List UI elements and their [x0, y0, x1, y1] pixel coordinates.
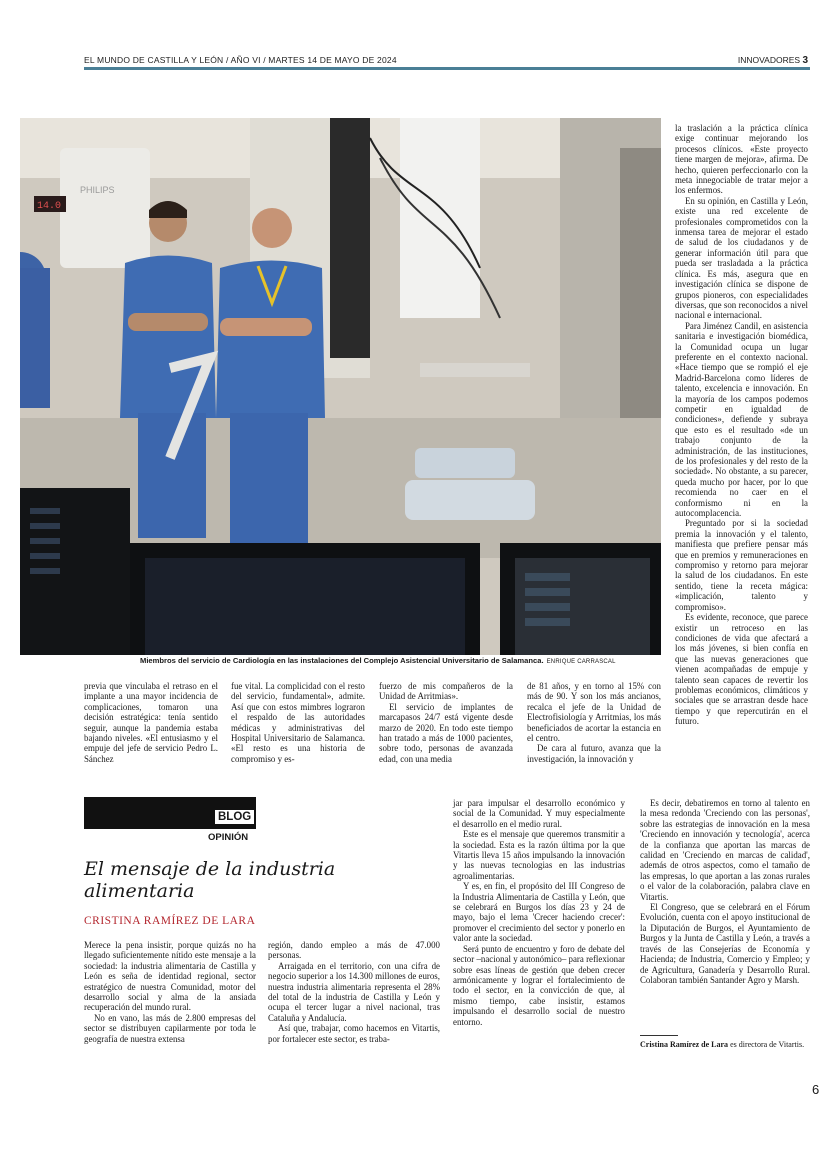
signature-rule — [640, 1035, 678, 1036]
article-bottom-col-4 — [527, 681, 661, 764]
article-paragraph: Preguntado por si la sociedad premia la innovación y el talento, manifiesta que prefiere pensar más que en premios y remuneraciones en compromiso y retorno para mejorar la salud de los ciudadanos. En este sentido, tiene la receta mágica: «implicación, talento y compromiso». — [675, 518, 808, 612]
article-paragraph: De cara al futuro, avanza que la investigación, la innovación y — [527, 743, 661, 764]
opinion-signature — [640, 1040, 810, 1050]
opinion-title: El mensaje de la industria alimentaria — [84, 858, 336, 902]
signature-rest: es directora de Vitartis. — [730, 1040, 805, 1049]
article-bottom-col-3 — [379, 681, 513, 764]
article-paragraph: fuerzo de mis compañeros de la Unidad de Arritmias». — [379, 681, 513, 702]
opinion-paragraph: jar para impulsar el desarrollo económico y social de la Comunidad. Y muy especialmente el desarrollo en el medio rural. — [453, 798, 625, 829]
opinion-paragraph: Merece la pena insistir, porque quizás no ha llegado suficientemente nítido este mensaje a la sociedad: la industria alimentaria de Castilla y León es seña de identidad regional, sector estratégico de nuestra Comunidad, motor del desarrollo social y alma de la ansiada recuperación del mundo rural. — [84, 940, 256, 1013]
section-name: INNOVADORES — [737, 55, 801, 65]
article-bottom-col-2 — [231, 681, 365, 764]
article-paragraph: En su opinión, en Castilla y León, existe una red excelente de profesionales comprometidos con la inmensa tarea de mejorar el estado de salud de los ciudadanos y de generar información útil para que pueda ser trasladada a la práctica clínica. Es más, asegura que en investigación clínica se dispone de grupos pioneros, con especialidades diversas, que son reconocidos a nivel nacional e internacional. — [675, 195, 808, 321]
opinion-col-4 — [640, 798, 810, 985]
article-paragraph: Para Jiménez Candil, en asistencia sanitaria e investigación biomédica, la Comunidad ocupa un lugar preferente en el contexto nacional. «Hace tiempo que se rompió el eje Madrid-Barcelona como líderes de talento, excelencia e innovación. En la mayoría de los campos podemos competir en igualdad de condiciones», defiende y subraya que esto es el resultado «de un trabajo conjunto de la administración, de las instituciones, de los profesionales y del resto de la sociedad». No obstante, a su parecer, queda mucho por hacer, por lo que recomienda no caer en el conformismo ni en la autocomplacencia. — [675, 320, 808, 519]
opinion-paragraph: Así que, trabajar, como hacemos en Vitartis, por fortalecer este sector, es traba- — [268, 1023, 440, 1044]
philips-brand: PHILIPS — [80, 185, 115, 195]
opinion-label: OPINIÓN — [208, 832, 249, 843]
opinion-col-1 — [84, 940, 256, 1044]
opinion-col-3 — [453, 798, 625, 1027]
article-paragraph: El servicio de implantes de marcapasos 24/7 está vigente desde marzo de 2020. En todo este tiempo han tratado a más de 1000 pacientes, sobre todo, personas de avanzada edad, con una media — [379, 701, 513, 764]
signature-name: Cristina Ramírez de Lara — [640, 1040, 729, 1049]
article-bottom-col-1 — [84, 681, 218, 764]
running-header: EL MUNDO DE CASTILLA Y LEÓN / AÑO VI / MARTES 14 DE MAYO DE 2024 — [84, 55, 397, 65]
page-number: 6 — [812, 1082, 820, 1097]
opinion-author: CRISTINA RAMÍREZ DE LARA — [84, 915, 256, 927]
cardiology-photo — [20, 118, 661, 655]
opinion-paragraph: Arraigada en el territorio, con una cifra de negocio superior a los 14.300 millones de euros, nuestra industria alimentaria representa el 28% del total de la industria de Castilla y León y ocupa el tercer lugar a nivel nacional, tras Cataluña y Andalucía. — [268, 960, 440, 1023]
opinion-paragraph: Este es el mensaje que queremos transmitir a la sociedad. Esta es la razón última por la que Vitartis lleva 15 años impulsando la innovación y las nuevas tecnologias en las industrias agroalimentarias. — [453, 829, 625, 881]
header-page-number: 3 — [802, 55, 808, 66]
article-paragraph: fue vital. La complicidad con el resto del servicio, fundamental», admite. Así que con estos mimbres lograron el respaldo de las autoridades médicas y administrativas del Hospital Universitario de Salamanca. «El resto es una historia de compromiso y es- — [231, 681, 365, 764]
blog-label: BLOG — [215, 810, 254, 824]
caption-text: Miembros del servicio de Cardiología en las instalaciones del Complejo Asistencial Universitario de Salamanca. — [140, 656, 544, 665]
opinion-paragraph: Y es, en fin, el propósito del III Congreso de la Industria Alimentaria de Castilla y León, que se celebrará en Burgos los días 23 y 24 de mayo, bajo el lema 'Crecer haciendo crecer': promover el crecimiento del sector y ponerlo en valor ante la sociedad. — [453, 881, 625, 944]
article-paragraph: previa que vinculaba el retraso en el implante a una mayor incidencia de complicaciones, tomaron una decisión estratégica: tenía sentido seguir, aunque la pandemia estaba bajando niveles. «El entusiasmo y el empuje del jefe de servicio Pedro L. Sánchez — [84, 681, 218, 764]
photo-illustration — [20, 118, 661, 655]
photo-caption — [140, 656, 665, 665]
article-paragraph: de 81 años, y en torno al 15% con más de 90. Y son los más ancianos, recalca el jefe de la Unidad de Electrofisiología y Arritmias, los más beneficiados de acortar la estancia en el centro. — [527, 681, 661, 744]
opinion-paragraph: región, dando empleo a más de 47.000 personas. — [268, 940, 440, 961]
section-header — [738, 55, 808, 66]
opinion-paragraph: El Congreso, que se celebrará en el Fórum Evolución, cuenta con el apoyo institucional de la Diputación de Burgos, el Ayuntamiento de Burgos y la Junta de Castilla y León, a través a través de las Consejerías de Economía y Hacienda; de Industria, Comercio y Empleo; y de Agricultura, Ganadería y Desarrollo Rural. Colaboran también Santander Agro y Marsh. — [640, 902, 810, 985]
photo-credit: ENRIQUE CARRASCAL — [546, 659, 616, 665]
article-paragraph: Es evidente, reconoce, que parece existir un retroceso en las condiciones de vida que afectará a los más jóvenes, si bien confía en que las nuevas generaciones que vienen acompañadas de empuje y talento sean capaces de revertir los problemas económicos, climáticos y sociales que se arrastran desde hace tiempo y que repercutirán en el futuro. — [675, 612, 808, 727]
article-right-column — [675, 123, 808, 727]
opinion-paragraph: Será punto de encuentro y foro de debate del sector –nacional y autonómico– para reflexionar sobre esas líneas de gestión que deben crecer armónicamente y lograr el fortalecimiento de todo el sector, en la convicción de que, al mismo tiempo, cabe insistir, estamos impulsando el desarrollo social de nuestro entorno. — [453, 943, 625, 1027]
monitor-readout: 14.0 — [37, 201, 62, 212]
header-rule — [84, 67, 810, 70]
opinion-col-2 — [268, 940, 440, 1044]
article-paragraph: la traslación a la práctica clínica exige continuar mejorando los procesos clínicos. «Este proyecto tiene margen de mejora», afirma. De hecho, quieren perfeccionarlo con la meta innegociable de tratar mejor a los enfermos. — [675, 123, 808, 196]
opinion-paragraph: No en vano, las más de 2.800 empresas del sector se distribuyen capilarmente por toda le geografía de nuestra extensa — [84, 1012, 256, 1044]
opinion-paragraph: Es decir, debatiremos en torno al talento en la mesa redonda 'Creciendo con las personas', sobre las estrategias de innovación en la mesa 'Creciendo en innovación y tecnología', acerca de la confianza que aportan las marcas de calidad en 'Creciendo en marcas de calidad', además de otros aspectos, como el tamaño de las empresas, lo que aportan a las zonas rurales o el valor de la colaboración, palabra clave en Vitartis. — [640, 798, 810, 902]
